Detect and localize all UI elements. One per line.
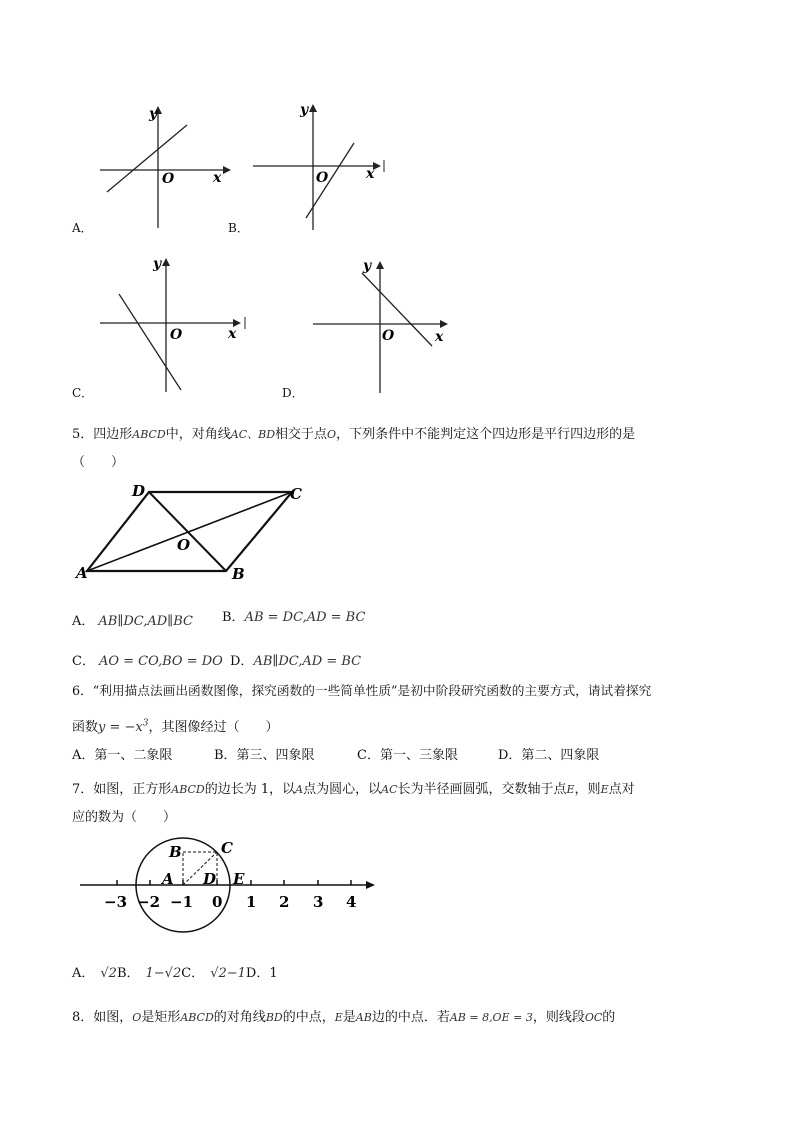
q6-stem-line1: 6．“利用描点法画出函数图像，探究函数的一些简单性质”是初中阶段研究函数的主要方式，请试着探究 — [72, 683, 652, 698]
option-c-label: C． — [72, 386, 94, 400]
graph-c — [95, 250, 255, 395]
point-e-label: E — [233, 870, 245, 888]
q6-stem-line2: 函数$y = -x^3$，其图像经过（ ） — [72, 718, 279, 735]
q5-option-a: A． AB∥DC,AD∥BC — [72, 614, 193, 629]
point-d-label: D — [203, 870, 217, 888]
q7-numberline-figure — [75, 832, 385, 942]
axis-x-label: x — [366, 166, 375, 182]
q7-stem-line1: 7．如图，正方形ABCD的边长为 1，以A点为圆心，以AC长为半径画圆弧，交数轴于点E，则E点对 — [72, 782, 635, 797]
origin-label: O — [316, 170, 329, 186]
axis-y-label: y — [153, 256, 162, 272]
tick-label: 4 — [346, 893, 357, 911]
tick-label: −2 — [137, 893, 161, 911]
vertex-b-label: B — [232, 565, 245, 583]
graph-a — [95, 100, 235, 230]
q5-option-c: C． AO = CO,BO = DO — [72, 654, 223, 669]
q6-option-b: B．第三、四象限 — [214, 748, 315, 763]
q6-option-c: C．第一、三象限 — [357, 748, 458, 763]
axis-y-label: y — [300, 102, 309, 118]
q5-option-b: B．AB = DC,AD = BC — [222, 610, 366, 625]
q5-stem: 5．四边形ABCD中，对角线AC、BD相交于点O，下列条件中不能判定这个四边形是平行四边形的是 — [72, 427, 636, 442]
tick-label: 1 — [246, 893, 257, 911]
axis-x-label: x — [213, 170, 222, 186]
q5-parallelogram-figure — [70, 478, 320, 586]
origin-label: O — [162, 171, 175, 187]
q8-stem-line1: 8．如图，O是矩形ABCD的对角线BD的中点，E是AB边的中点．若AB = 8,OE = 3，则线段OC的 — [72, 1010, 616, 1025]
vertex-c-label: C — [290, 485, 302, 503]
q6-option-a: A．第一、二象限 — [72, 748, 173, 763]
graph-b — [248, 98, 393, 233]
origin-label: O — [382, 328, 395, 344]
tick-label: 0 — [212, 893, 223, 911]
graph-d — [310, 253, 460, 398]
origin-label: O — [170, 327, 183, 343]
axis-y-label: y — [363, 258, 372, 274]
point-c-label: C — [221, 839, 233, 857]
vertex-a-label: A — [76, 564, 88, 582]
q5-option-d: D．AB∥DC,AD = BC — [230, 654, 362, 669]
tick-label: −1 — [170, 893, 194, 911]
point-a-label: A — [162, 870, 174, 888]
tick-label: 2 — [279, 893, 290, 911]
q5-answer-paren: （ ） — [72, 455, 125, 470]
q6-option-d: D．第二、四象限 — [498, 748, 600, 763]
center-o-label: O — [177, 536, 191, 554]
axis-x-label: x — [228, 326, 237, 342]
axis-x-label: x — [435, 329, 444, 345]
option-b-label: B． — [228, 221, 249, 235]
vertex-d-label: D — [132, 482, 146, 500]
axis-y-label: y — [149, 106, 158, 122]
point-b-label: B — [169, 843, 182, 861]
tick-label: −3 — [104, 893, 128, 911]
option-d-label: D． — [282, 386, 304, 400]
tick-label: 3 — [313, 893, 324, 911]
option-a-label: A． — [72, 221, 93, 235]
q7-stem-line2: 应的数为（ ） — [72, 810, 177, 825]
q7-options: A． √2B． 1−√2C． √2−1D．1 — [72, 966, 278, 981]
